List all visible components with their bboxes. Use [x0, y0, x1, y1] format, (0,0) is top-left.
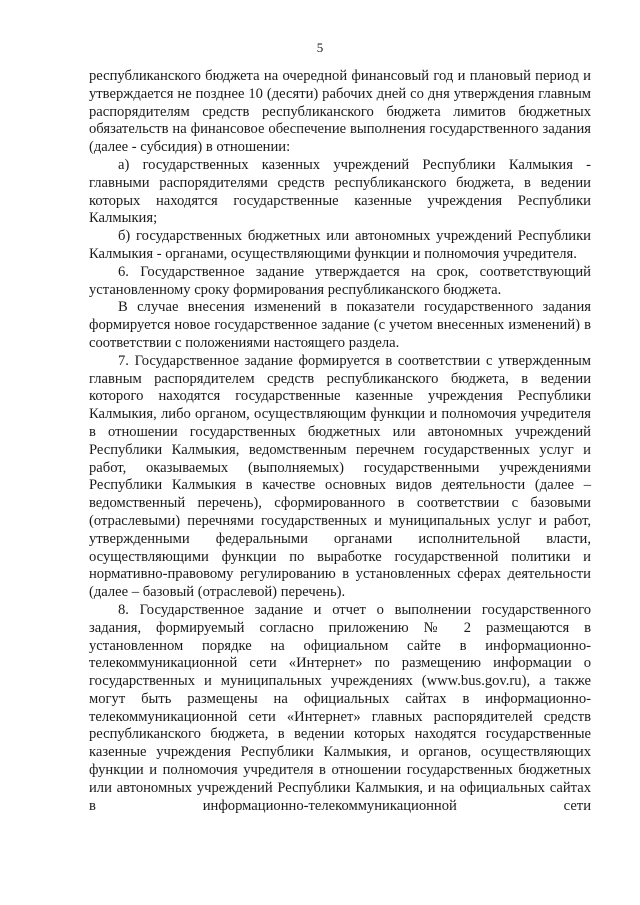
paragraph-changes: В случае внесения изменений в показатели государственного задания формируется новое государственное задание (с учетом внесенных изменений) в соответствии с положениями настоящего раздела.	[89, 299, 591, 351]
document-body	[89, 68, 591, 815]
paragraph-continuation: республиканского бюджета на очередной финансовый год и плановый период и утверждается не позднее 10 (десяти) рабочих дней со дня утверждения главным распорядителям средств республиканского бюджета лимитов бюджетных обязательств на финансовое обеспечение выполнения государственного задания (далее - субсидия) в отношении:	[89, 68, 591, 156]
paragraph-6: 6. Государственное задание утверждается на срок, соответствующий установленному сроку формирования республиканского бюджета.	[89, 263, 591, 298]
paragraph-7: 7. Государственное задание формируется в соответствии с утвержденным главным распорядителем средств республиканского бюджета, в ведении которого находятся государственные казенные учреждения Республики Калмыкия, либо органом, осуществляющим функции и полномочия учредителя в отношении государственных бюджетных или автономных учреждений Республики Калмыкия, ведомственным перечнем государственных услуг и работ, оказываемых (выполняемых) государственными учреждениями Республики Калмыкия в качестве основных видов деятельности (далее – ведомственный перечень), сформированного в соответствии с базовыми (отраслевыми) перечнями государственных и муниципальных услуг и работ, утвержденными федеральными органами исполнительной власти, осуществляющими функции по выработке государственной политики и нормативно-правовому регулированию в установленных сферах деятельности (далее – базовый (отраслевой) перечень).	[89, 352, 591, 601]
paragraph-item-a: а) государственных казенных учреждений Республики Калмыкия - главными распорядителями средств республиканского бюджета, в ведении которых находятся государственные казенные учреждения Республики Калмыкия;	[89, 156, 591, 227]
paragraph-8: 8. Государственное задание и отчет о выполнении государственного задания, формируемый согласно приложению № 2 размещаются в установленном порядке на официальном сайте в информационно-телекоммуникационной сети «Интернет» по размещению информации о государственных и муниципальных учреждениях (www.bus.gov.ru), а также могут быть размещены на официальных сайтах в информационно-телекоммуникационной сети «Интернет» главных распорядителей средств республиканского бюджета, в ведении которых находятся государственные казенные учреждения Республики Калмыкия, и органов, осуществляющих функции и полномочия учредителя в отношении государственных бюджетных или автономных учреждений Республики Калмыкия, и на официальных сайтах в информационно-телекоммуникационной сети	[89, 601, 591, 814]
page-number: 5	[316, 40, 324, 55]
paragraph-item-b: б) государственных бюджетных или автономных учреждений Республики Калмыкия - органами, осуществляющими функции и полномочия учредителя.	[89, 228, 591, 262]
